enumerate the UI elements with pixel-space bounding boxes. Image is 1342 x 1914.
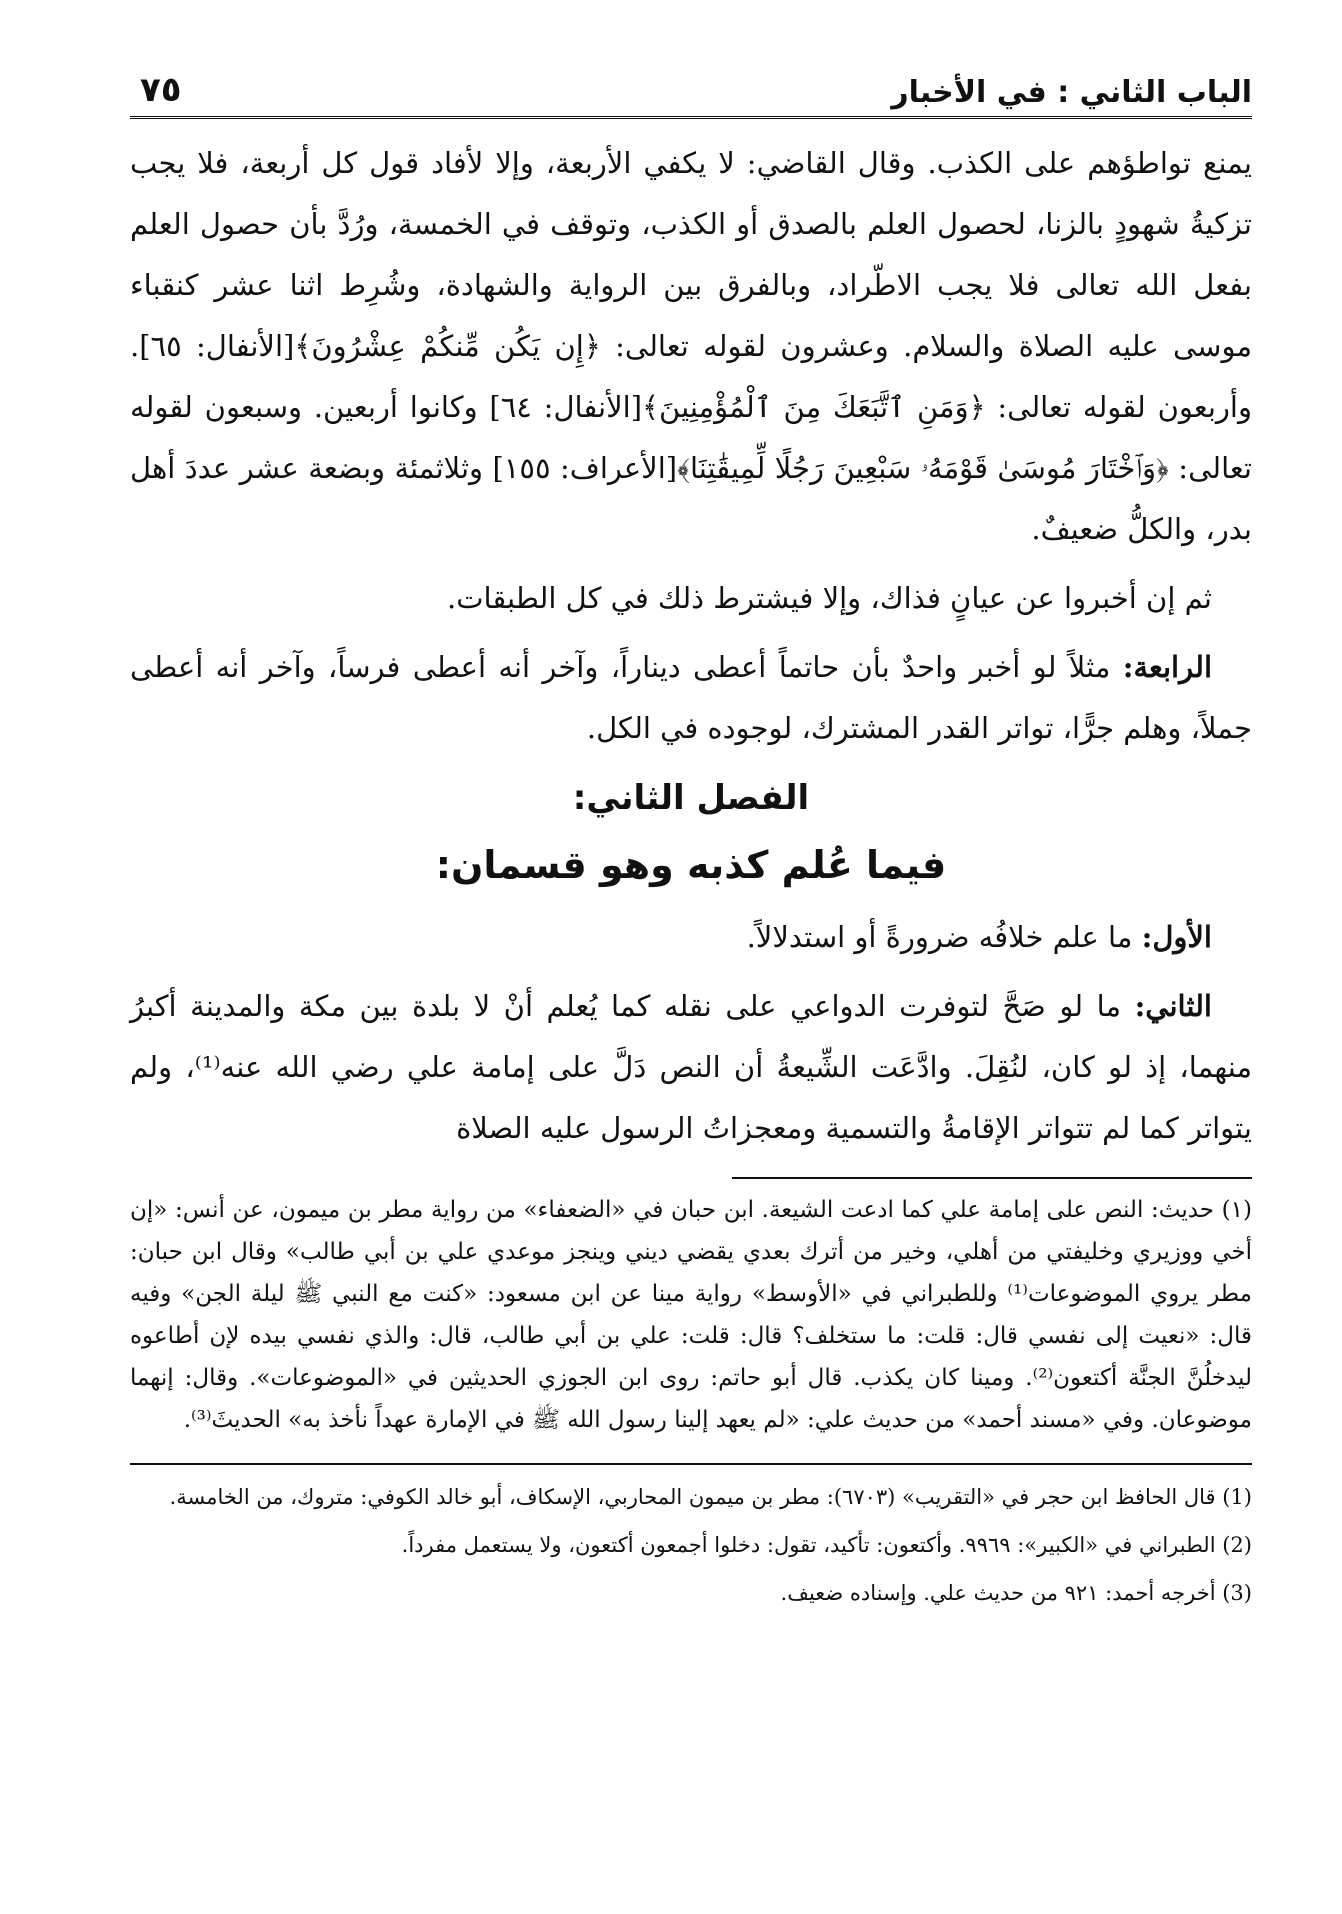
running-header xyxy=(130,70,1252,116)
paragraph-second xyxy=(130,976,1252,1159)
notes-rule xyxy=(732,1177,1252,1179)
main-text xyxy=(130,133,1252,1159)
section-subheading: فيما عُلم كذبه وهو قسمان: xyxy=(435,843,947,887)
paragraph-first-lead: الأول: xyxy=(1141,920,1212,954)
paragraph-first-text: ما علم خلافُه ضرورةً أو استدلالاً. xyxy=(746,920,1133,954)
paragraph-eyewitness: ثم إن أخبروا عن عيانٍ فذاك، وإلا فيشترط ذلك في كل الطبقات. xyxy=(446,581,1212,615)
footnote-1: (1) قال الحافظ ابن حجر في «التقريب» (٦٧٠٣): مطر بن ميمون المحاربي، الإسكاف، أبو خالد الكوفي: متروك، من الخامسة. xyxy=(169,1485,1252,1509)
footnote-2: (2) الطبراني في «الكبير»: ٩٩٦٩. وأكتعون: تأكيد، تقول: دخلوا أجمعون أكتعون، ولا يستعمل مفرداً. xyxy=(401,1533,1252,1557)
paragraph-second-lead: الثاني: xyxy=(1134,989,1212,1023)
paragraph-conditions: يمنع تواطؤهم على الكذب. وقال القاضي: لا يكفي الأربعة، وإلا لأفاد قول كل أربعة، فلا يجب تزكيةُ شهودٍ بالزنا، لحصول العلم بالصدق أو الكذب، وتوقف في الخمسة، ورُدَّ بأن حصول العلم بفعل الله تعالى فلا يجب الاطّراد، وبالفرق بين الرواية والشهادة، وشُرِط اثنا عشر كنقباء موسى عليه الصلاة والسلام. وعشرون لقوله تعالى: ﴿إِن يَكُن مِّنكُمْ عِشْرُونَ﴾[الأنفال: ٦٥]. وأربعون لقوله تعالى: ﴿وَمَنِ ٱتَّبَعَكَ مِنَ ٱلْمُؤْمِنِينَ﴾[الأنفال: ٦٤] وكانوا أربعين. وسبعون لقوله تعالى: ﴿وَٱخْتَارَ مُوسَىٰ قَوْمَهُۥ سَبْعِينَ رَجُلًا لِّمِيقَٰتِنَا﴾[الأعراف: ١٥٥] وثلاثمئة وبضعة عشر عددَ أهل بدر، والكلُّ ضعيفٌ. xyxy=(130,146,1252,546)
header-rule xyxy=(130,116,1252,119)
paragraph-fourth xyxy=(130,637,1252,759)
paragraph-fourth-lead: الرابعة: xyxy=(1122,650,1212,684)
section-heading: الفصل الثاني: xyxy=(572,778,810,818)
hadith-note xyxy=(130,1189,1252,1441)
footnote-3: (3) أخرجه أحمد: ٩٢١ من حديث علي. وإسناده ضعيف. xyxy=(780,1581,1252,1605)
paragraph-first xyxy=(130,907,1252,968)
page-number: ٧٥ xyxy=(140,70,182,110)
footnotes xyxy=(130,1477,1252,1613)
footnote-rule xyxy=(130,1463,1252,1465)
paragraph-fourth-text: مثلاً لو أخبر واحدٌ بأن حاتماً أعطى ديناراً، وآخر أنه أعطى فرساً، وآخر أنه أعطى جملاً، وهلم جرًّا، تواتر القدر المشترك، لوجوده في الكل. xyxy=(130,650,1252,745)
chapter-title: الباب الثاني : في الأخبار xyxy=(891,75,1252,110)
paragraph-second-text: ما لو صَحَّ لتوفرت الدواعي على نقله كما يُعلم أنْ لا بلدة بين مكة والمدينة أكبرُ منهما، إذ لو كان، لنُقِلَ. وادَّعَت الشِّيعةُ أن النص دَلَّ على إمامة علي رضي الله عنه⁽¹⁾، ولم يتواتر كما لم تتواتر الإقامةُ والتسمية ومعجزاتُ الرسول عليه الصلاة xyxy=(130,989,1253,1145)
hadith-note-text: (١) حديث: النص على إمامة علي كما ادعت الشيعة. ابن حبان في «الضعفاء» من رواية مطر بن ميمون، عن أنس: «إن أخي ووزيري وخليفتي من أهلي، وخير من أترك بعدي يقضي ديني وينجز موعدي علي بن أبي طالب» وقال ابن حبان: مطر يروي الموضوعات⁽¹⁾ وللطبراني في «الأوسط» رواية مينا عن ابن مسعود: «كنت مع النبي ﷺ ليلة الجن» وفيه قال: «نعيت إلى نفسي قال: قلت: ما ستخلف؟ قال: قلت: علي بن أبي طالب، قال: والذي نفسي بيده لإن أطاعوه ليدخلُنَّ الجنَّة أكتعون⁽²⁾. ومينا كان يكذب. قال أبو حاتم: روى ابن الجوزي الحديثين في «الموضوعات». وقال: إنهما موضوعان. وفي «مسند أحمد» من حديث علي: «لم يعهد إلينا رسول الله ﷺ في الإمارة عهداً نأخذ به» الحديثَ⁽³⁾. xyxy=(130,1197,1253,1433)
